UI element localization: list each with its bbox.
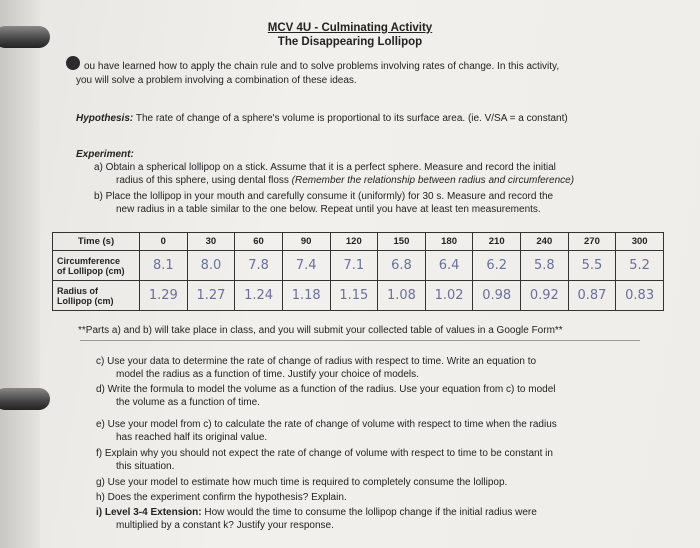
step-a-line-1: a) Obtain a spherical lollipop on a stick. Assume that it is a perfect sphere. Measure and record the initial	[94, 162, 556, 173]
circumference-cell: 7.1	[330, 251, 378, 281]
table-row-time	[53, 233, 664, 251]
intro-line-2: you will solve a problem involving a combination of these ideas.	[76, 75, 357, 86]
step-b-line-1: b) Place the lollipop in your mouth and carefully consume it (uniformly) for 30 s. Measure and record the	[94, 191, 554, 202]
circumference-header	[53, 251, 140, 281]
radius-cell: 1.15	[330, 281, 378, 311]
circumference-cell: 6.4	[425, 251, 473, 281]
hypothesis	[76, 112, 568, 125]
radius-cell: 1.18	[282, 281, 330, 311]
measurement-table	[52, 232, 664, 311]
hypothesis-label: Hypothesis:	[76, 113, 134, 124]
experiment-heading: Experiment:	[76, 149, 134, 160]
table-row-circumference	[53, 251, 664, 281]
circumference-label-1: Circumference	[57, 255, 121, 266]
circumference-cell: 8.1	[140, 251, 188, 281]
step-b-line-2: new radius in a table similar to the one below. Repeat until you have at least ten measurements.	[116, 204, 541, 215]
circumference-cell: 6.2	[473, 251, 521, 281]
radius-cell: 1.02	[425, 281, 473, 311]
time-cell: 180	[425, 233, 473, 251]
punch-hole	[66, 56, 80, 70]
step-a-text: radius of this sphere, using dental floss	[116, 175, 289, 186]
circumference-label-2: of Lollipop (cm)	[57, 265, 125, 276]
time-cell: 150	[378, 233, 426, 251]
question-h: h) Does the experiment confirm the hypothesis? Explain.	[96, 492, 347, 503]
class-note: **Parts a) and b) will take place in class, and you will submit your collected table of values in a Google Form**	[78, 325, 563, 336]
time-cell: 0	[140, 233, 188, 251]
question-i-label: i) Level 3-4 Extension:	[96, 507, 202, 518]
step-a-line-2	[116, 174, 574, 187]
circumference-cell: 8.0	[187, 251, 235, 281]
radius-cell: 0.83	[616, 281, 664, 311]
circumference-cell: 7.8	[235, 251, 283, 281]
question-f-line-2: this situation.	[116, 461, 175, 472]
question-i-line-2: multiplied by a constant k? Justify your response.	[116, 520, 334, 531]
radius-label-1: Radius of	[57, 285, 99, 296]
page-title: MCV 4U - Culminating Activity	[267, 22, 433, 34]
question-g: g) Use your model to estimate how much time is required to completely consume the lollipop.	[96, 477, 508, 488]
page-edge-shadow	[0, 0, 40, 548]
circumference-cell: 7.4	[282, 251, 330, 281]
radius-cell: 1.27	[187, 281, 235, 311]
time-cell: 240	[521, 233, 569, 251]
radius-cell: 1.29	[140, 281, 188, 311]
hypothesis-formula: (ie. V/SA = a constant)	[467, 113, 568, 124]
time-cell: 30	[187, 233, 235, 251]
circumference-cell: 5.5	[568, 251, 616, 281]
time-header: Time (s)	[53, 233, 140, 251]
question-d-line-2: the volume as a function of time.	[116, 397, 260, 408]
question-c-line-1: c) Use your data to determine the rate of change of radius with respect to time. Write an equation to	[96, 356, 537, 367]
question-i-line-1	[96, 506, 537, 519]
time-cell: 300	[616, 233, 664, 251]
time-cell: 60	[235, 233, 283, 251]
radius-cell: 1.24	[235, 281, 283, 311]
radius-label-2: Lollipop (cm)	[57, 295, 114, 306]
question-f-line-1: f) Explain why you should not expect the rate of change of volume with respect to time to be constant in	[96, 448, 553, 459]
divider	[80, 340, 640, 341]
radius-cell: 0.92	[521, 281, 569, 311]
question-c-line-2: model the radius as a function of time. Justify your choice of models.	[116, 369, 419, 380]
question-e-line-2: has reached half its original value.	[116, 432, 268, 443]
question-d-line-1: d) Write the formula to model the volume as a function of the radius. Use your equation from c) to model	[96, 384, 556, 395]
radius-cell: 0.87	[568, 281, 616, 311]
radius-cell: 0.98	[473, 281, 521, 311]
circumference-cell: 5.8	[521, 251, 569, 281]
question-i-text: How would the time to consume the lollipop change if the initial radius were	[204, 507, 537, 518]
hypothesis-text: The rate of change of a sphere's volume is proportional to its surface area.	[135, 113, 466, 124]
step-a-italic: (Remember the relationship between radius and circumference)	[291, 175, 575, 186]
time-cell: 90	[282, 233, 330, 251]
intro-line-1: ou have learned how to apply the chain rule and to solve problems involving rates of change. In this activity,	[84, 61, 560, 72]
time-cell: 270	[568, 233, 616, 251]
radius-cell: 1.08	[378, 281, 426, 311]
binder-ring-bottom	[0, 388, 50, 410]
table-row-radius	[53, 281, 664, 311]
circumference-cell: 6.8	[378, 251, 426, 281]
question-e-line-1: e) Use your model from c) to calculate the rate of change of volume with respect to time when the radius	[96, 419, 557, 430]
time-cell: 120	[330, 233, 378, 251]
radius-header	[53, 281, 140, 311]
page-subtitle: The Disappearing Lollipop	[277, 36, 423, 48]
circumference-cell: 5.2	[616, 251, 664, 281]
time-cell: 210	[473, 233, 521, 251]
